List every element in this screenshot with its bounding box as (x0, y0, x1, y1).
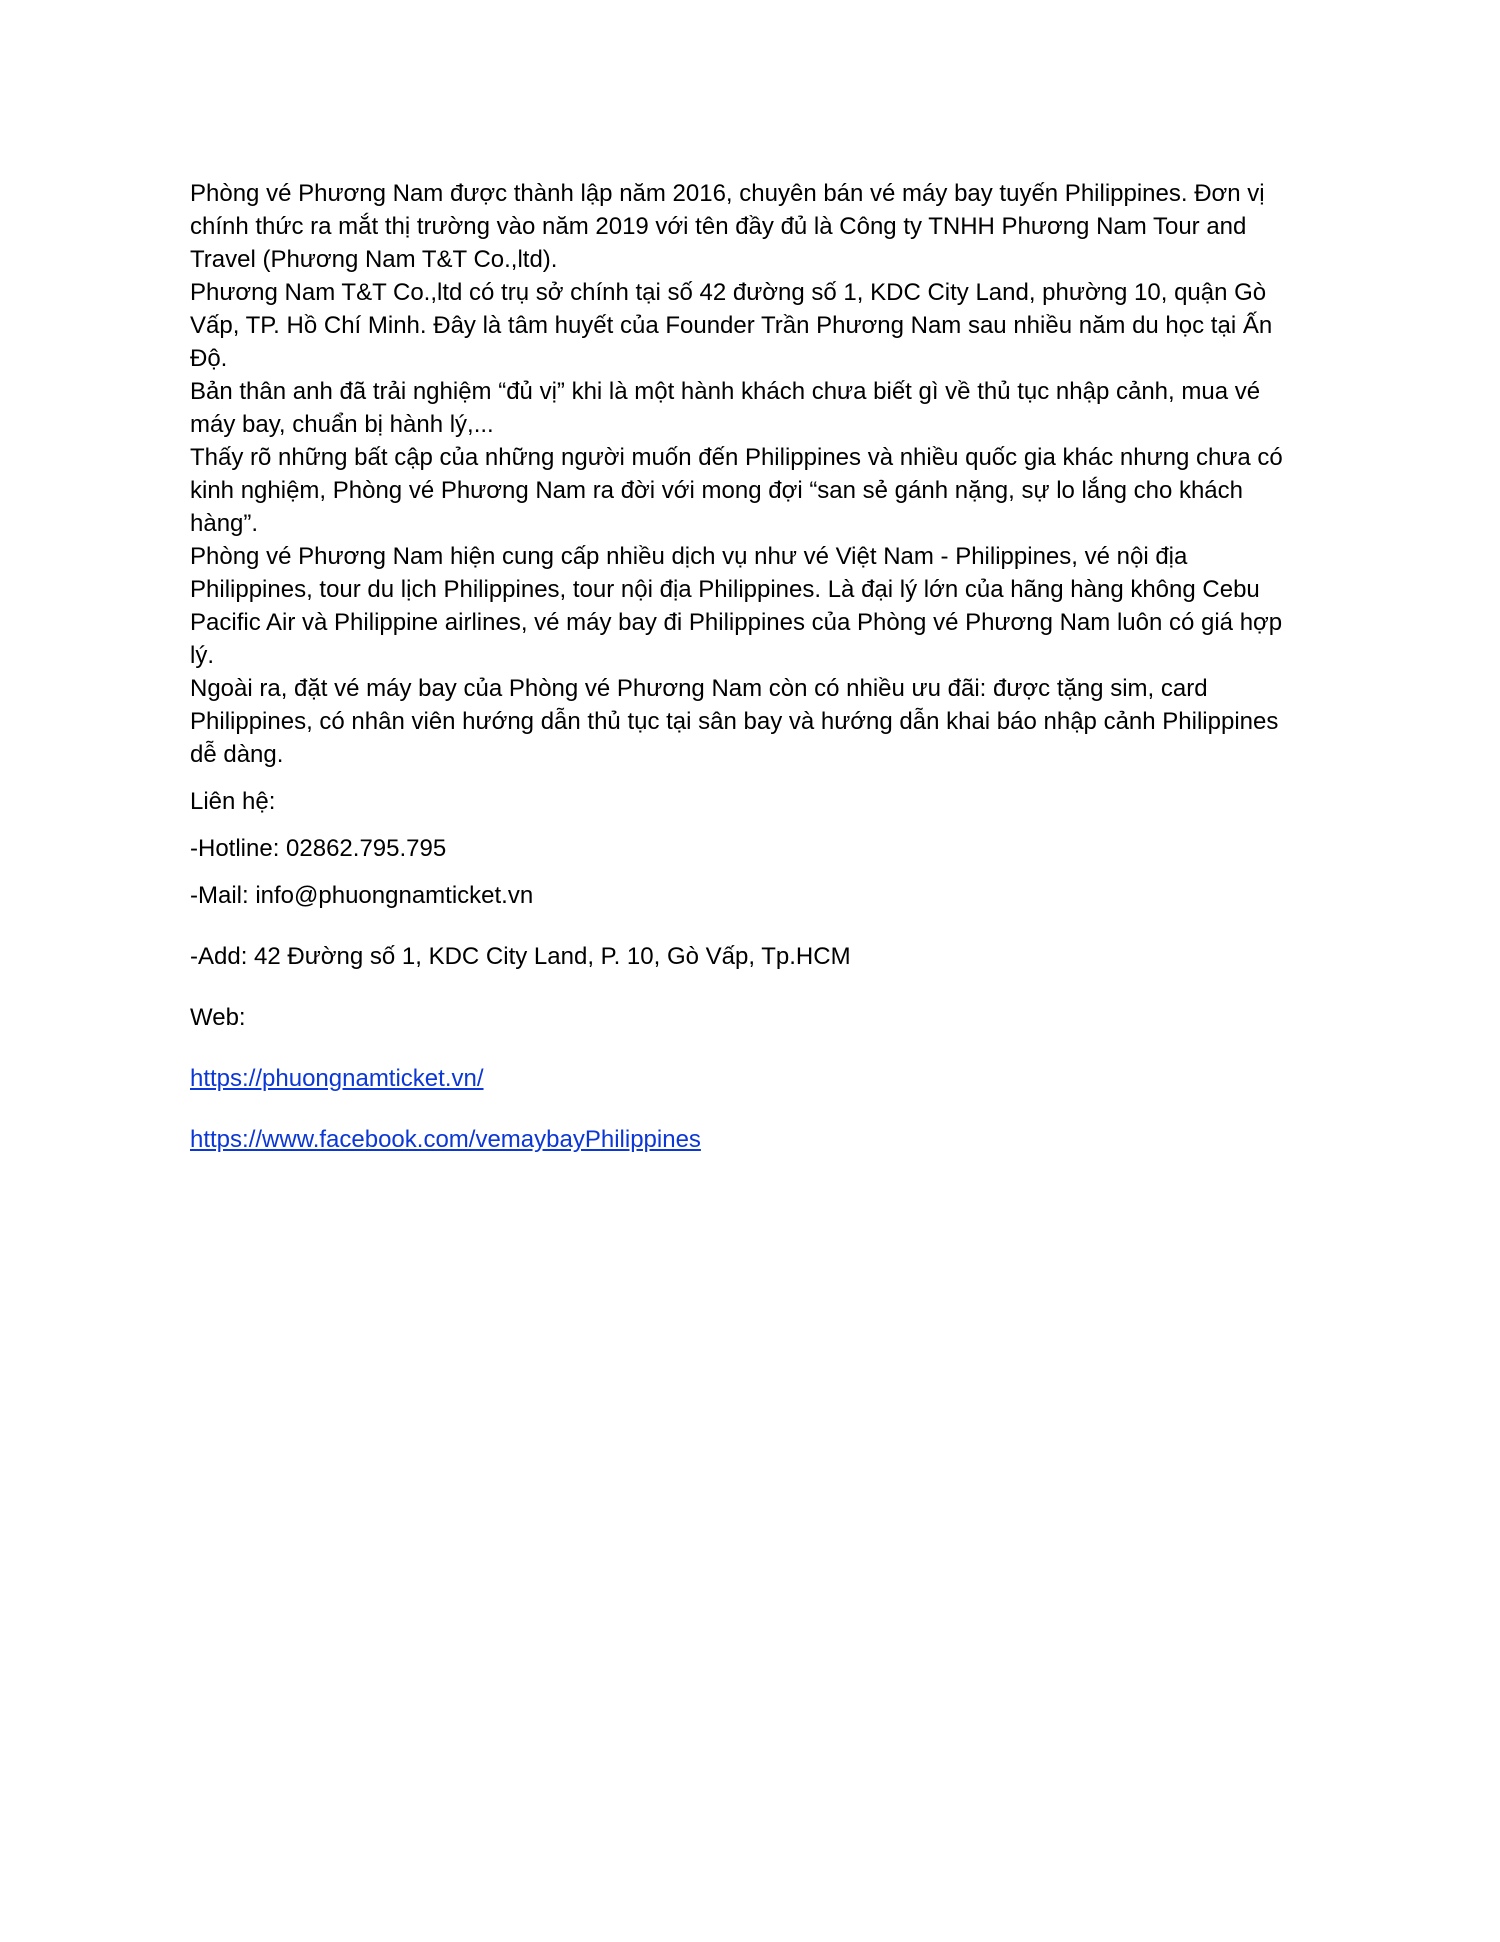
contact-section (190, 785, 1310, 1156)
website-link[interactable]: https://phuongnamticket.vn/ (190, 1065, 484, 1092)
paragraph-mission: Thấy rõ những bất cập của những người muốn đến Philippines và nhiều quốc gia khác nhưng chưa có kinh nghiệm, Phòng vé Phương Nam ra đời với mong đợi “san sẻ gánh nặng, sự lo lắng cho khách hàng”. (190, 444, 1283, 537)
contact-hotline: -Hotline: 02862.795.795 (190, 835, 447, 862)
paragraph-experience: Bản thân anh đã trải nghiệm “đủ vị” khi là một hành khách chưa biết gì về thủ tục nhập cảnh, mua vé máy bay, chuẩn bị hành lý,... (190, 378, 1261, 438)
contact-heading: Liên hệ: (190, 788, 276, 815)
website-link-line (190, 1062, 1310, 1095)
facebook-link-line (190, 1123, 1310, 1156)
document-body (190, 177, 1310, 1156)
paragraph-offers: Ngoài ra, đặt vé máy bay của Phòng vé Phương Nam còn có nhiều ưu đãi: được tặng sim, card Philippines, có nhân viên hướng dẫn thủ tục tại sân bay và hướng dẫn khai báo nhập cảnh Philippines dễ dàng. (190, 675, 1279, 768)
paragraph-headquarters: Phương Nam T&T Co.,ltd có trụ sở chính tại số 42 đường số 1, KDC City Land, phường 10, quận Gò Vấp, TP. Hồ Chí Minh. Đây là tâm huyết của Founder Trần Phương Nam sau nhiều năm du học tại Ấn Độ. (190, 279, 1273, 372)
paragraph-services: Phòng vé Phương Nam hiện cung cấp nhiều dịch vụ như vé Việt Nam - Philippines, vé nội địa Philippines, tour du lịch Philippines, tour nội địa Philippines. Là đại lý lớn của hãng hàng không Cebu Pacific Air và Philippine airlines, vé máy bay đi Philippines của Phòng vé Phương Nam luôn có giá hợp lý. (190, 543, 1283, 669)
web-heading: Web: (190, 1004, 246, 1031)
contact-address: -Add: 42 Đường số 1, KDC City Land, P. 10, Gò Vấp, Tp.HCM (190, 943, 851, 970)
paragraph-founding: Phòng vé Phương Nam được thành lập năm 2016, chuyên bán vé máy bay tuyến Philippines. Đơn vị chính thức ra mắt thị trường vào năm 2019 với tên đầy đủ là Công ty TNHH Phương Nam Tour and Travel (Phương Nam T&T Co.,ltd). (190, 180, 1265, 273)
contact-mail: -Mail: info@phuongnamticket.vn (190, 882, 534, 909)
facebook-link[interactable]: https://www.facebook.com/vemaybayPhilippines (190, 1126, 701, 1153)
